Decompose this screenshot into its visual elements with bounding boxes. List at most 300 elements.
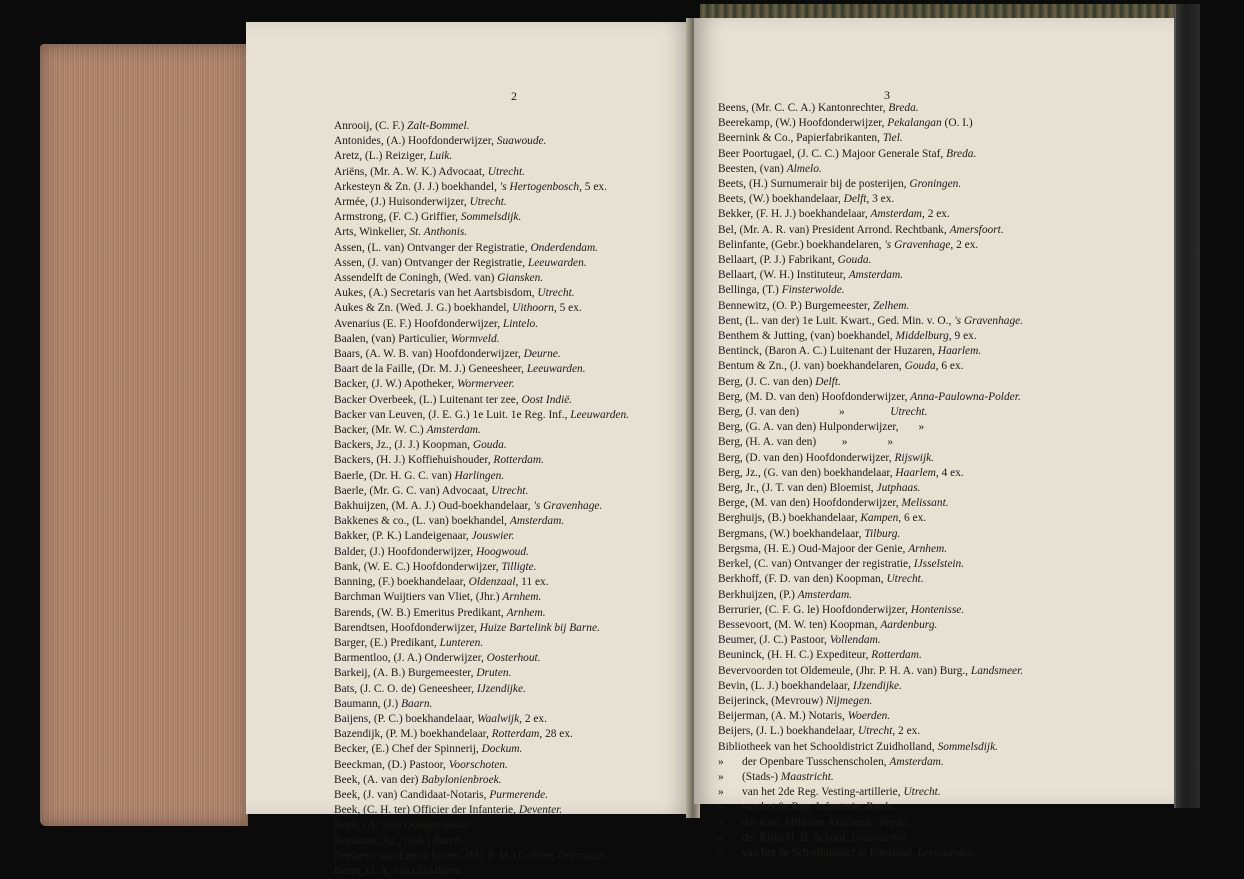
directory-entry	[718, 557, 1023, 572]
right-entry-list	[718, 101, 1023, 861]
entry-name: Bakker, (P. K.) Landeigenaar,	[334, 530, 472, 543]
entry-place: Sommelsdijk.	[460, 211, 522, 224]
directory-entry	[718, 299, 1023, 314]
directory-entry	[718, 451, 1023, 466]
entry-place: Rotterdam	[491, 728, 540, 741]
entry-place: Delft	[843, 193, 867, 206]
entry-place: Deventer.	[518, 804, 563, 817]
entry-copies: , 5 ex.	[579, 180, 607, 193]
entry-copies: (O. I.)	[941, 117, 973, 130]
entry-copies: , 28 ex.	[539, 728, 573, 741]
entry-name: Assendelft de Coningh, (Wed. van)	[334, 272, 498, 285]
directory-entry	[334, 590, 629, 605]
directory-entry	[334, 377, 629, 392]
entry-copies: , 5 ex.	[553, 302, 582, 315]
entry-name: Barkeij, (A. B.) Burgemeester,	[334, 667, 477, 680]
entry-name: Armée, (J.) Huisonderwijzer,	[334, 196, 470, 209]
entry-name: Bent, (L. van der) 1e Luit. Kwart., Ged. Min. v. O.,	[718, 314, 955, 327]
entry-name: Barmentloo, (J. A.) Onderwijzer,	[334, 652, 487, 665]
entry-name: Bekker, (F. H. J.) boekhandelaar,	[718, 208, 871, 221]
entry-name: Beem, (J. A. van)	[334, 864, 417, 877]
entry-place: Utrecht.	[469, 196, 507, 209]
entry-name: Anrooij, (C. F.)	[334, 120, 408, 132]
entry-name: Berkhoff, (F. D. van den) Koopman,	[718, 573, 887, 586]
entry-name: Berg, (J. van den) »	[718, 406, 891, 419]
entry-place: Onderdendam.	[530, 241, 599, 254]
entry-name: Berrurier, (C. F. G. le) Hoofdonderwijzer,	[718, 603, 911, 616]
directory-entry	[334, 180, 629, 195]
directory-entry	[334, 529, 629, 544]
ditto-mark: »	[718, 770, 724, 783]
entry-name: Bevin, (L. J.) boekhandelaar,	[718, 679, 853, 692]
directory-entry	[718, 755, 1023, 770]
entry-name: Beerekamp, (W.) Hoofdonderwijzer,	[718, 117, 888, 130]
directory-entry	[334, 514, 629, 529]
entry-name: Beek, (C. H. ter) Officier der Infanterie,	[334, 804, 519, 817]
entry-name: Barendtsen, Hoofdonderwijzer,	[334, 621, 480, 634]
entry-place: Leeuwarden.	[850, 831, 910, 844]
entry-name: Backer van Leuven, (J. E. G.) 1e Luit. 1e Reg. Inf.,	[334, 408, 571, 421]
directory-entry	[334, 438, 629, 453]
directory-entry	[718, 177, 1023, 192]
entry-place: Amsterdam.	[509, 515, 565, 528]
ditto-mark: »	[718, 816, 724, 829]
entry-copies: , 2 ex.	[950, 238, 979, 251]
entry-place: 's Gravenhage.	[533, 500, 603, 513]
directory-entry	[718, 633, 1023, 648]
entry-place: Utrecht.	[491, 484, 529, 497]
entry-name: Baerle, (Dr. H. G. C. van)	[334, 469, 455, 482]
entry-name: Backer Overbeek, (L.) Luitenant ter zee,	[334, 393, 522, 406]
entry-place: Utrecht.	[886, 573, 924, 586]
entry-place: St. Anthonis.	[409, 226, 468, 239]
entry-place: Woerden.	[847, 710, 891, 723]
directory-entry	[718, 816, 1023, 831]
entry-place: Rijswijk.	[894, 451, 935, 464]
directory-entry	[334, 818, 629, 833]
entry-place: Hontenisse.	[910, 603, 965, 616]
ditto-mark: »	[718, 846, 724, 859]
entry-name: Avenarius (E. F.) Hoofdonderwijzer,	[334, 317, 503, 330]
directory-entry	[718, 253, 1023, 268]
entry-name: Beijers, (J. L.) boekhandelaar,	[718, 725, 858, 738]
entry-name: Aukes & Zn. (Wed. J. G.) boekhandel,	[334, 302, 513, 315]
entry-place: Wormveld.	[450, 332, 500, 345]
entry-name: Beernink & Co., Papierfabrikanten,	[718, 132, 883, 145]
directory-entry	[718, 420, 1023, 435]
entry-name: Beelaerts van Emmichoven, (Mr. P. M.) Griffier,	[334, 849, 558, 862]
entry-name: Aukes, (A.) Secretaris van het Aartsbisdom,	[334, 287, 538, 300]
directory-entry	[718, 496, 1023, 511]
directory-entry	[334, 727, 629, 742]
directory-entry	[334, 575, 629, 590]
entry-place: 's Gravenhage	[884, 238, 951, 251]
directory-entry	[334, 469, 629, 484]
directory-entry	[334, 332, 629, 347]
entry-place: Breda.	[879, 816, 910, 829]
entry-place: Jouswier.	[471, 530, 515, 543]
directory-entry	[718, 572, 1023, 587]
entry-place: Nijmegen.	[825, 694, 873, 707]
directory-entry	[718, 101, 1023, 116]
entry-place: Utrecht.	[890, 406, 928, 419]
entry-name: van het 4e Schooldistrict in Friesland,	[742, 846, 918, 859]
entry-name: Bentum & Zn., (J. van) boekhandelaren,	[718, 360, 905, 373]
entry-place: Voorschoten.	[448, 758, 508, 771]
entry-place: Rotterdam.	[871, 649, 922, 662]
entry-place: Utrecht.	[537, 287, 575, 300]
entry-name: (Stads-)	[742, 770, 781, 783]
entry-place: Babylonienbroek.	[421, 773, 502, 786]
entry-place: IJsselstein.	[913, 558, 965, 571]
entry-name: Bazendijk, (P. M.) boekhandelaar,	[334, 728, 492, 741]
entry-name: Armstrong, (F. C.) Griffier,	[334, 211, 461, 224]
entry-name: Berghuijs, (B.) boekhandelaar,	[718, 512, 861, 525]
directory-entry	[334, 393, 629, 408]
entry-place: Kampen	[860, 512, 899, 525]
entry-name: Berg, (H. A. van den) » »	[718, 436, 894, 449]
directory-entry	[334, 165, 629, 180]
entry-place: Zelhem.	[872, 299, 910, 312]
entry-name: Baalen, (van) Particulier,	[334, 332, 451, 345]
directory-entry	[718, 390, 1023, 405]
entry-name: Assen, (J. van) Ontvanger der Registratie,	[334, 256, 528, 269]
directory-entry	[718, 511, 1023, 526]
entry-place: Tilligte.	[501, 560, 537, 573]
entry-name: Beer Poortugael, (J. C. C.) Majoor Generale Staf,	[718, 147, 947, 160]
entry-name: Berkhuijzen, (P.)	[718, 588, 798, 601]
entry-place: Zalt-Bommel.	[407, 120, 470, 132]
entry-name: Backer, (Mr. W. C.)	[334, 424, 427, 437]
entry-place: Pekalangan	[887, 117, 942, 130]
directory-entry	[334, 119, 629, 134]
entry-name: Bergmans, (W.) boekhandelaar,	[718, 527, 865, 540]
directory-entry	[334, 712, 629, 727]
directory-entry	[334, 682, 629, 697]
entry-place: Melissant.	[901, 497, 949, 510]
directory-entry	[334, 834, 629, 849]
entry-place: Haarlem.	[937, 345, 982, 358]
entry-name: van het 2de Reg. Vesting-artillerie,	[742, 786, 904, 799]
entry-name: Bennewitz, (O. P.) Burgemeester,	[718, 299, 873, 312]
entry-copies: , 6 ex.	[935, 360, 964, 373]
entry-name: Arts, Winkelier,	[334, 226, 410, 239]
entry-place: Purmerende.	[489, 788, 549, 801]
entry-name: Bellaart, (W. H.) Instituteur,	[718, 269, 849, 282]
page-number-left: 2	[511, 89, 517, 103]
entry-name: Beijerinck, (Mevrouw)	[718, 694, 826, 707]
directory-entry	[334, 301, 629, 316]
left-entry-list	[334, 119, 629, 879]
left-page	[246, 22, 692, 877]
directory-entry	[334, 849, 629, 864]
entry-name: Berge, (M. van den) Hoofdonderwijzer,	[718, 497, 902, 510]
directory-entry	[718, 481, 1023, 496]
entry-copies: , 4 ex.	[935, 466, 964, 479]
entry-place: Amsterdam.	[848, 269, 904, 282]
entry-place: Oost Indië.	[521, 393, 573, 406]
entry-place: Hoogwoud.	[476, 545, 529, 558]
directory-entry	[718, 527, 1023, 542]
directory-entry	[718, 648, 1023, 663]
directory-entry	[718, 405, 1023, 420]
directory-entry	[334, 423, 629, 438]
entry-place: Tiel.	[882, 132, 903, 145]
entry-name: Berkel, (C. van) Ontvanger der registratie,	[718, 558, 914, 571]
entry-name: der Openbare Tusschenscholen,	[742, 755, 890, 768]
entry-name: Banning, (F.) boekhandelaar,	[334, 576, 469, 589]
book-page-edges	[40, 44, 248, 826]
directory-entry	[334, 758, 629, 773]
entry-place: Amsterdam.	[889, 755, 944, 768]
entry-place: Sommelsdijk.	[937, 740, 998, 753]
directory-entry	[718, 223, 1023, 238]
entry-place: Arnhem.	[908, 542, 948, 555]
entry-place: Oldenzaal.	[557, 849, 608, 862]
entry-place: Leeuwarden.	[526, 363, 586, 376]
directory-entry	[718, 162, 1023, 177]
entry-name: Bellaart, (P. J.) Fabrikant,	[718, 254, 838, 267]
entry-name: Beets, (W.) boekhandelaar,	[718, 193, 844, 206]
entry-place: Arnhem.	[502, 591, 542, 604]
entry-place: Giansken.	[497, 272, 544, 285]
directory-entry	[334, 606, 629, 621]
entry-place: Wormerveer.	[457, 378, 515, 391]
entry-place: Dockum.	[481, 743, 523, 756]
directory-entry	[334, 225, 629, 240]
entry-place: IJzendijke.	[852, 679, 902, 692]
directory-entry	[334, 317, 629, 332]
directory-entry	[334, 651, 629, 666]
entry-copies: , 3 ex.	[866, 193, 895, 206]
entry-name: Balder, (J.) Hoofdonderwijzer,	[334, 545, 477, 558]
entry-place: Baarn.	[401, 697, 433, 710]
entry-place: Haarlem	[895, 466, 936, 479]
entry-name: Beekman, Az., (Joh.)	[334, 834, 434, 847]
directory-entry	[334, 484, 629, 499]
directory-entry	[334, 697, 629, 712]
entry-name: Aretz, (L.) Reiziger,	[334, 150, 430, 163]
entry-place: Oosterhout.	[486, 652, 541, 665]
entry-name: Beijerman, (A. M.) Notaris,	[718, 710, 848, 723]
entry-name: Baijens, (P. C.) boekhandelaar,	[334, 712, 478, 725]
directory-entry	[718, 314, 1023, 329]
entry-place: Breda.	[946, 147, 977, 160]
directory-entry	[334, 742, 629, 757]
entry-name: Belinfante, (Gebr.) boekhandelaren,	[718, 238, 885, 251]
entry-place: Harlingen.	[454, 469, 505, 482]
entry-name: Berg, (M. D. van den) Hoofdonderwijzer,	[718, 390, 911, 403]
entry-place: Lintelo.	[502, 317, 539, 330]
directory-entry	[334, 636, 629, 651]
directory-entry	[334, 666, 629, 681]
directory-entry	[718, 147, 1023, 162]
directory-entry	[718, 238, 1023, 253]
directory-entry	[718, 359, 1023, 374]
entry-copies: , 9 ex.	[948, 330, 977, 343]
directory-entry	[718, 664, 1023, 679]
entry-place: Finsterwolde.	[781, 284, 845, 297]
entry-name: Bentinck, (Baron A. C.) Luitenant der Huzaren,	[718, 345, 938, 358]
entry-place: Leeuwarden.	[527, 256, 587, 269]
directory-entry	[334, 256, 629, 271]
directory-entry	[334, 271, 629, 286]
entry-place: Leeuwarden.	[570, 408, 630, 421]
directory-entry	[718, 846, 1023, 861]
directory-entry	[718, 375, 1023, 390]
entry-name: Becker, (E.) Chef der Spinnerij,	[334, 743, 482, 756]
entry-name: Ariëns, (Mr. A. W. K.) Advocaat,	[334, 165, 488, 178]
directory-entry	[718, 618, 1023, 633]
entry-place: Suawoude.	[496, 135, 547, 148]
entry-name: der Kon. Militaire Akademie,	[742, 816, 880, 829]
entry-place: 's Hertogenbosch	[499, 180, 580, 193]
entry-name: Berg, Jr., (J. T. van den) Bloemist,	[718, 482, 877, 495]
directory-entry	[718, 268, 1023, 283]
entry-name: Beeckman, (D.) Pastoor,	[334, 758, 449, 771]
directory-entry	[718, 283, 1023, 298]
entry-place: Utrecht.	[487, 165, 525, 178]
directory-entry	[718, 709, 1023, 724]
entry-place: Zuidlaren.	[416, 864, 464, 877]
entry-name: der Rijks H. B. School,	[742, 831, 851, 844]
entry-place: Buren.	[433, 834, 464, 847]
entry-place: Breda.	[865, 801, 896, 814]
directory-entry	[718, 435, 1023, 450]
entry-name: Berg, (D. van den) Hoofdonderwijzer,	[718, 451, 895, 464]
directory-entry	[334, 773, 629, 788]
entry-name: Arkesteyn & Zn. (J. J.) boekhandel,	[334, 180, 500, 193]
entry-name: Backer, (J. W.) Apotheker,	[334, 378, 458, 391]
entry-place: Delft.	[815, 375, 841, 388]
ditto-mark: »	[718, 831, 724, 844]
entry-place: Luik.	[429, 150, 453, 163]
entry-name: Beek, (A. van)	[334, 819, 404, 832]
entry-place: 's Gravenhage.	[954, 314, 1024, 327]
entry-place: Ooltgensplaat.	[403, 819, 472, 832]
entry-name: Baars, (A. W. B. van) Hoofdonderwijzer,	[334, 348, 524, 361]
entry-copies: , 2 ex.	[519, 712, 547, 725]
book-cover-spine-right	[1174, 4, 1200, 808]
directory-entry	[334, 621, 629, 636]
entry-place: Anna-Paulowna-Polder.	[910, 390, 1021, 403]
directory-entry	[718, 724, 1023, 739]
entry-place: IJzendijke.	[476, 682, 526, 695]
directory-entry	[334, 453, 629, 468]
entry-place: Gouda	[904, 360, 936, 373]
directory-entry	[718, 207, 1023, 222]
entry-name: Baerle, (Mr. G. C. van) Advocaat,	[334, 484, 492, 497]
entry-name: Bank, (W. E. C.) Hoofdonderwijzer,	[334, 560, 502, 573]
entry-place: Vollendam.	[829, 634, 881, 647]
entry-place: Utrecht	[857, 725, 893, 738]
entry-name: Bevervoorden tot Oldemeule, (Jhr. P. H. A. van) Burg.,	[718, 664, 971, 677]
entry-copies: , 2 ex.	[892, 725, 921, 738]
directory-entry	[334, 803, 629, 818]
directory-entry	[334, 134, 629, 149]
directory-entry	[718, 800, 1023, 815]
directory-entry	[334, 210, 629, 225]
entry-name: Bats, (J. C. O. de) Geneesheer,	[334, 682, 477, 695]
entry-name: Baumann, (J.)	[334, 697, 402, 710]
entry-name: Benthem & Jutting, (van) boekhandel,	[718, 330, 896, 343]
directory-entry	[334, 149, 629, 164]
entry-place: Huize Bartelink bij Barne.	[479, 621, 600, 634]
entry-name: Barends, (W. B.) Emeritus Predikant,	[334, 606, 507, 619]
entry-place: Deurne.	[523, 348, 561, 361]
entry-place: Tilburg.	[864, 527, 901, 540]
entry-place: Lunteren.	[439, 636, 484, 649]
directory-entry	[718, 831, 1023, 846]
directory-entry	[718, 588, 1023, 603]
entry-name: Beets, (H.) Surnumerair bij de posterijen,	[718, 178, 910, 191]
entry-place: Leeuwarden.	[917, 846, 977, 859]
entry-name: Beens, (Mr. C. C. A.) Kantonrechter,	[718, 102, 889, 114]
entry-place: Jutphaas.	[876, 482, 921, 495]
entry-name: Assen, (L. van) Ontvanger der Registratie,	[334, 241, 531, 254]
entry-name: Berg, (J. C. van den)	[718, 375, 816, 388]
entry-place: Maastricht.	[780, 770, 834, 783]
page-number-right: 3	[884, 88, 890, 102]
entry-name: Barchman Wuijtiers van Vliet, (Jhr.)	[334, 591, 503, 604]
entry-place: Amsterdam.	[426, 424, 481, 437]
entry-place: Almelo.	[786, 162, 822, 175]
entry-place: Druten.	[476, 667, 512, 680]
directory-entry	[718, 603, 1023, 618]
entry-name: Bessevoort, (M. W. ten) Koopman,	[718, 618, 881, 631]
directory-entry	[718, 785, 1023, 800]
entry-place: Gouda.	[837, 254, 872, 267]
entry-place: Breda.	[888, 102, 919, 114]
directory-entry	[334, 545, 629, 560]
directory-entry	[718, 542, 1023, 557]
entry-place: Amsterdam	[870, 208, 923, 221]
entry-copies: , 11 ex.	[515, 576, 549, 589]
directory-entry	[718, 466, 1023, 481]
entry-place: Arnhem.	[506, 606, 546, 619]
entry-place: Oldenzaal	[468, 576, 516, 589]
entry-place: Utrecht.	[903, 786, 941, 799]
directory-entry	[334, 560, 629, 575]
entry-place: Middelburg	[895, 330, 949, 343]
entry-place: Uithoorn	[512, 302, 554, 315]
entry-place: Gouda.	[472, 439, 507, 452]
entry-place: Waalwijk	[477, 712, 520, 725]
directory-entry	[718, 679, 1023, 694]
directory-entry	[718, 694, 1023, 709]
entry-place: Rotterdam.	[493, 454, 544, 467]
entry-name: Bellinga, (T.)	[718, 284, 782, 297]
entry-name: Beuninck, (H. H. C.) Expediteur,	[718, 649, 872, 662]
ditto-mark: »	[718, 786, 724, 799]
entry-name: Barger, (E.) Predikant,	[334, 636, 440, 649]
directory-entry	[334, 286, 629, 301]
ditto-mark: »	[718, 801, 724, 814]
entry-name: van het 6e Reg. Infanterie,	[742, 801, 866, 814]
entry-place: Amersfoort.	[949, 223, 1004, 236]
directory-entry	[718, 116, 1023, 131]
entry-name: Backers, (H. J.) Koffiehuishouder,	[334, 454, 494, 467]
entry-name: Bergsma, (H. E.) Oud-Majoor der Genie,	[718, 542, 909, 555]
directory-entry	[334, 408, 629, 423]
entry-name: Bakhuijzen, (M. A. J.) Oud-boekhandelaar,	[334, 500, 534, 513]
entry-place: Amsterdam.	[797, 588, 853, 601]
entry-name: Baart de la Faille, (Dr. M. J.) Geneesheer,	[334, 363, 527, 376]
entry-place: Aardenburg.	[880, 618, 938, 631]
directory-entry	[718, 344, 1023, 359]
directory-entry	[718, 131, 1023, 146]
entry-name: Berg, (G. A. van den) Hulponderwijzer, »	[718, 421, 925, 434]
